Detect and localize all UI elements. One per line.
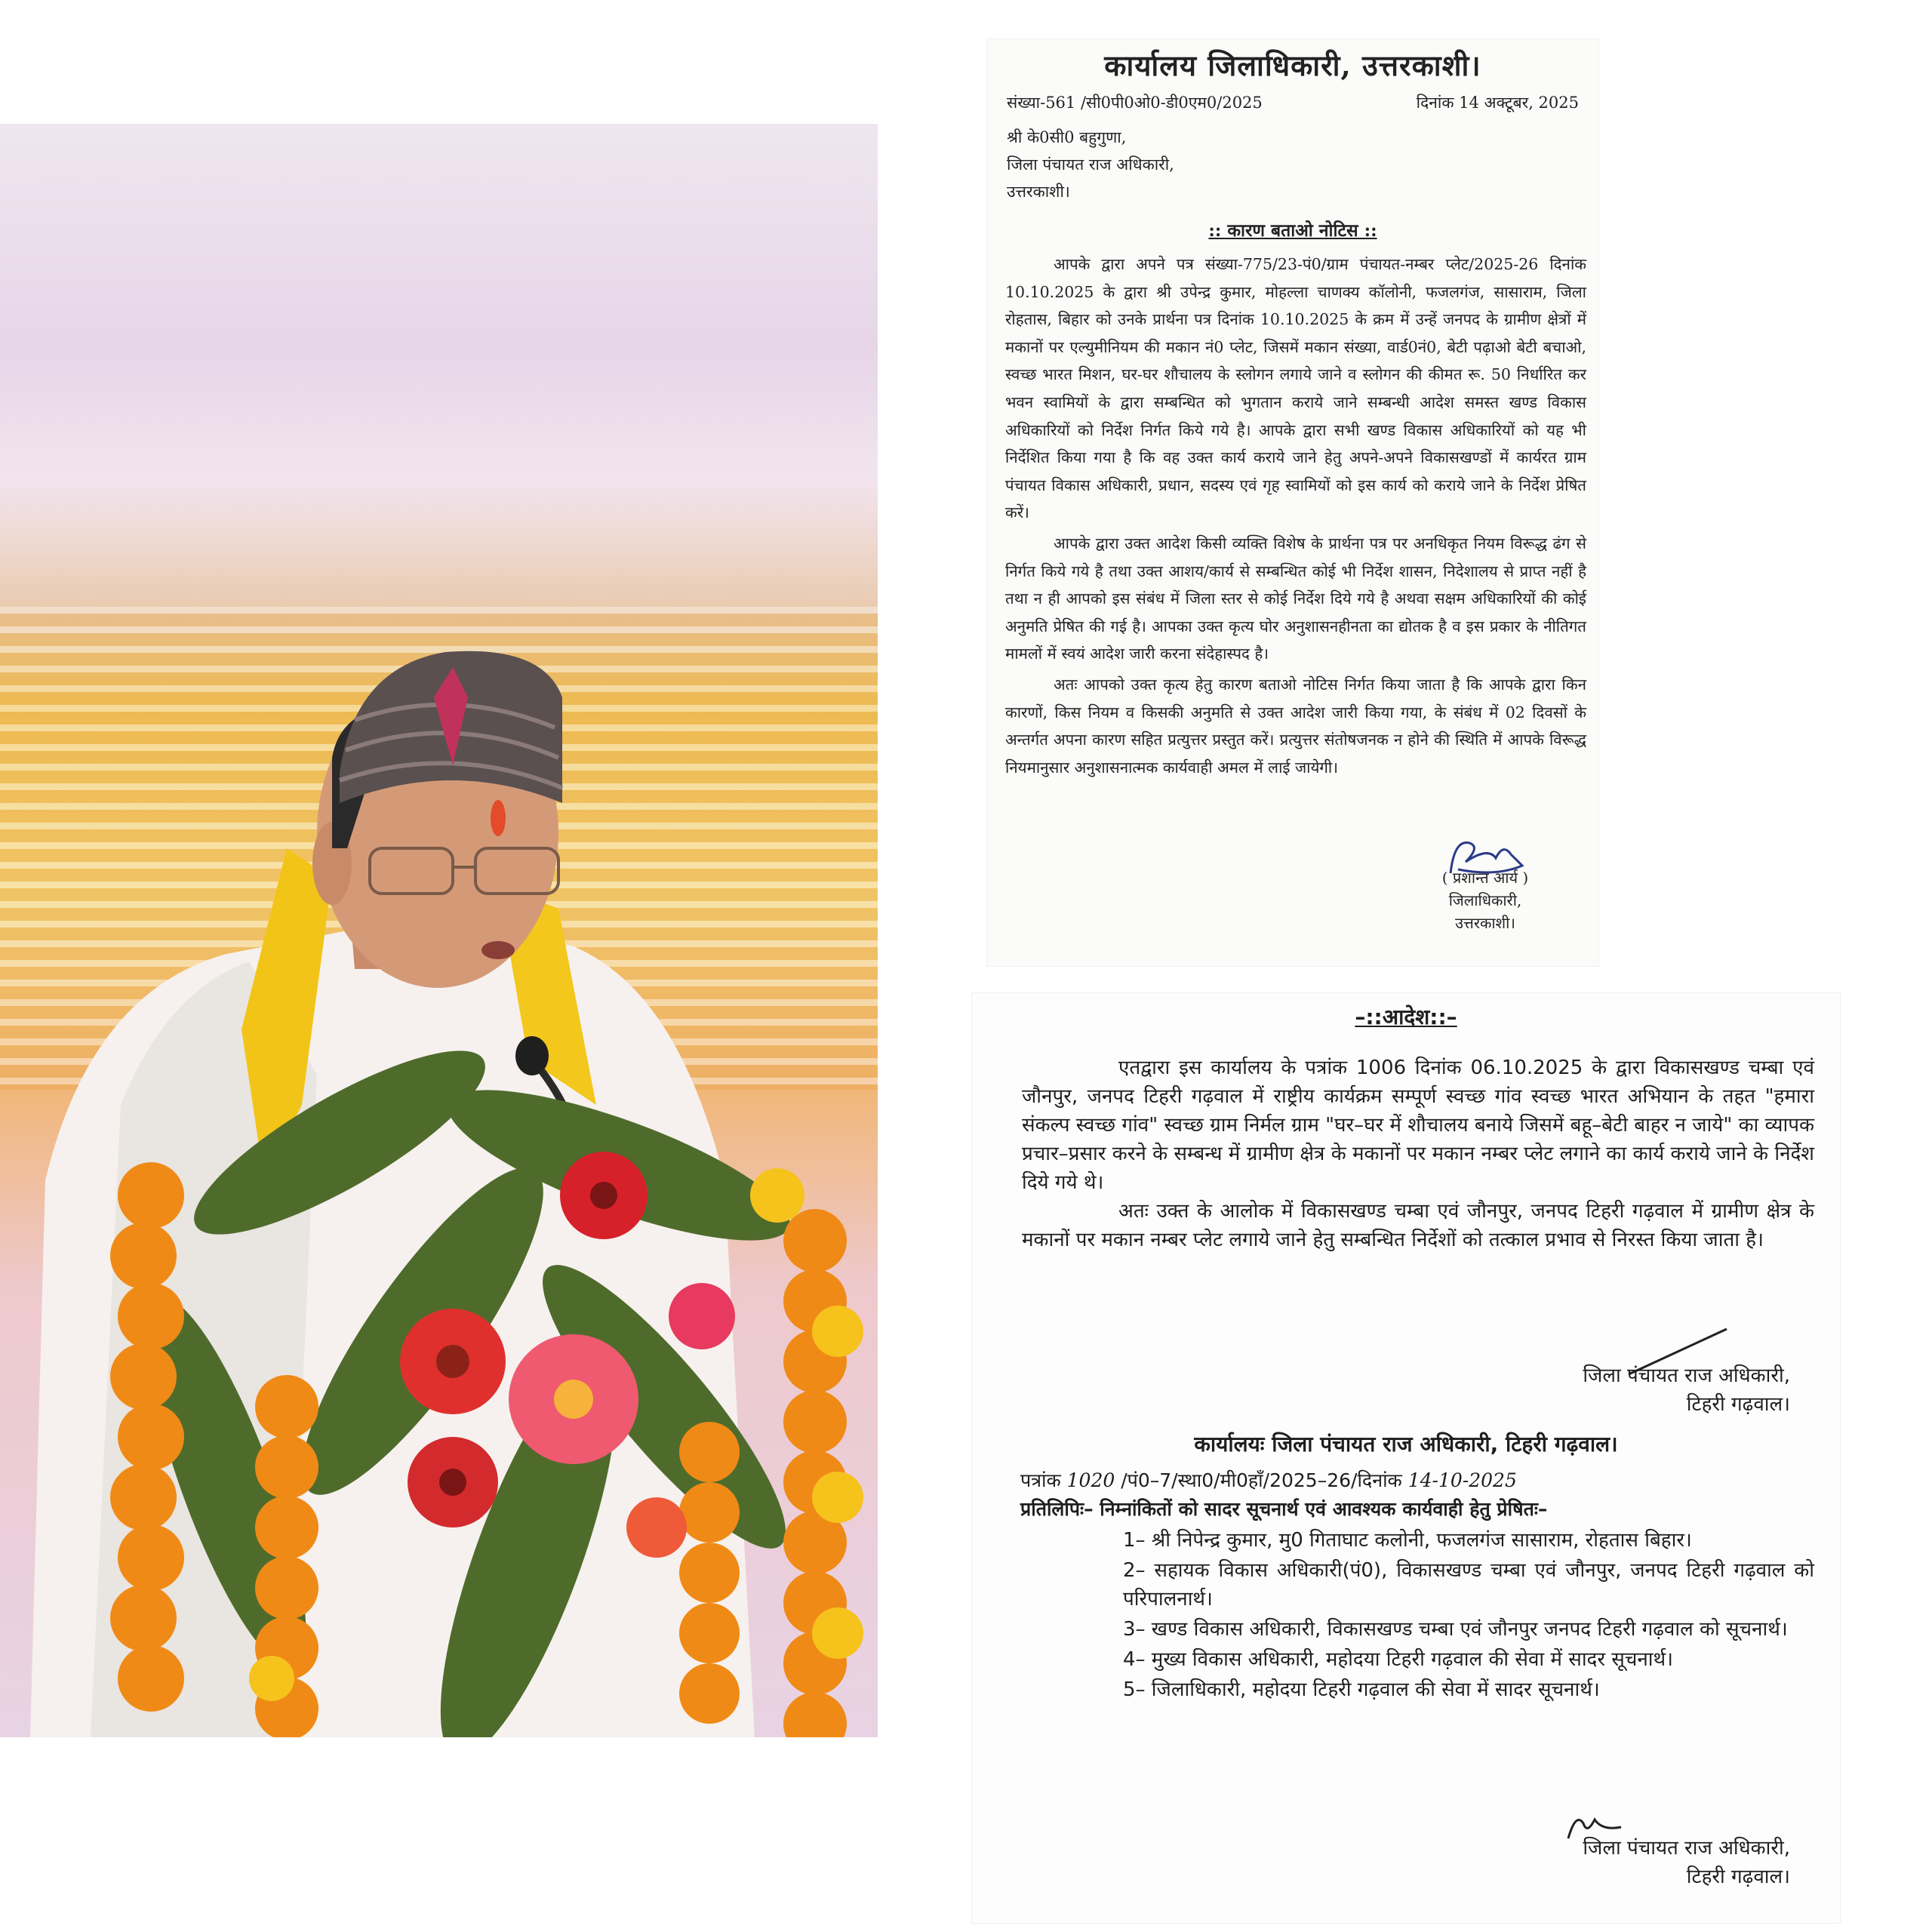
patrank-date: 14-10-2025 <box>1407 1469 1517 1491</box>
show-cause-notice-letter <box>987 39 1598 966</box>
list-item: 4– मुख्य विकास अधिकारी, महोदया टिहरी गढ़वाल की सेवा में सादर सूचनार्थ। <box>1123 1648 1673 1671</box>
paragraph: आपके द्वारा उक्त आदेश किसी व्यक्ति विशेष के प्रार्थना पत्र पर अनधिकृत नियम विरूद्ध ढंग से निर्गत किये गये है तथा उक्त आशय/कार्य से सम्बन्धित कोई भी निर्देश शासन, निदेशालय से प्राप्त नहीं है तथा न ही आपको इस संबंध में जिला स्तर से कोई निर्देश दिये गये है अथवा सक्षम अधिकारियों की कोई अनुमति प्रेषित की गई है। आपका उक्त कृत्य घोर अनुशासनहीनता का द्योतक है व इस प्रकार के नीतिगत मामलों में स्वयं आदेश जारी करना संदेहास्पद है। <box>1005 534 1586 663</box>
subject-line <box>987 217 1598 242</box>
flower-decoration <box>0 124 878 1737</box>
signature-block <box>1583 1834 1790 1891</box>
patrank-rest: /पं0–7/स्था0/मी0हॉं/2025–26/दिनांक <box>1121 1469 1402 1491</box>
signatory-title: जिला पंचायत राज अधिकारी, <box>1583 1837 1790 1860</box>
paragraph: एतद्वारा इस कार्यालय के पत्रांक 1006 दिनांक 06.10.2025 के द्वारा विकासखण्ड चम्बा एवं जौनपुर, जनपद टिहरी गढ़वाल में राष्ट्रीय कार्यक्रम सम्पूर्ण स्वच्छ गांव स्वच्छ भारत अभियान के तहत "हमारा संकल्प स्वच्छ गांव" स्वच्छ ग्राम निर्मल ग्राम "घर–घर में शौचालय बनाये जिसमें बहू–बेटी बाहर न जाये" का व्यापक प्रचार–प्रसार करने के सम्बन्ध में ग्रामीण क्षेत्र के मकानों पर मकान नम्बर प्लेट लगाने का कार्य कराये जाने के निर्देश दिये गये थे। <box>1022 1057 1814 1194</box>
copy-list <box>1123 1526 1814 1706</box>
letter-header: कार्यालय जिलाधिकारी, उत्तरकाशी। <box>1104 48 1481 82</box>
paragraph: अतः आपको उक्त कृत्य हेतु कारण बताओ नोटिस निर्गत किया जाता है कि आपके द्वारा किन कारणों, किस नियम व किसकी अनुमति से उक्त आदेश जारी किया गया, के संबंध में 02 दिवसों के अन्तर्गत अपना कारण सहित प्रत्युत्तर प्रस्तुत करें। प्रत्युत्तर संतोषजनक न होने की स्थिति में आपके विरूद्ध नियमानुसार अनुशासनात्मक कार्यवाही अमल में लाई जायेगी। <box>1005 675 1586 777</box>
signatory-place: टिहरी गढ़वाल। <box>1686 1393 1790 1416</box>
letter-date: दिनांक 14 अक्टूबर, 2025 <box>1416 94 1579 112</box>
signatory-place: उत्तरकाशी। <box>1455 914 1515 932</box>
signature-block <box>1583 1361 1790 1419</box>
paragraph: आपके द्वारा अपने पत्र संख्या-775/23-पं0/ग्राम पंचायत-नम्बर प्लेट/2025-26 दिनांक 10.10.2025 के द्वारा श्री उपेन्द्र कुमार, मोहल्ला चाणक्य कॉलोनी, फजलगंज, सासाराम, जिला रोहतास, बिहार को उनके प्रार्थना पत्र दिनांक 10.10.2025 के क्रम में उन्हें जनपद के ग्रामीण क्षेत्रों में मकानों पर एल्युमीनियम की मकान नं0 प्लेट, जिसमें मकान संख्या, वार्ड0नं0, बेटी पढ़ाओ बेटी बचाओ, स्वच्छ भारत मिशन, घर-घर शौचालय के स्लोगन लगाये जाने व स्लोगन की कीमत रू. 50 निर्धारित कर भवन स्वामियों के द्वारा सम्बन्धित को भुगतान कराये जाने सम्बन्धी आदेश समस्त खण्ड विकास अधिकारियों को निर्देश निर्गत किये गये है। आपके द्वारा सभी खण्ड विकास अधिकारियों को यह भी निर्देशित किया गया है कि वह उक्त कार्य कराये जाने हेतु अपने-अपने विकासखण्डों में कार्यरत ग्राम पंचायत विकास अधिकारी, प्रधान, सदस्य एवं गृह स्वामियों को इस कार्य को कराये जाने के निर्देश प्रेषित करें। <box>1005 255 1586 522</box>
list-item: 2– सहायक विकास अधिकारी(पं0), विकासखण्ड चम्बा एवं जौनपुर, जनपद टिहरी गढ़वाल को परिपालनार्थ। <box>1123 1559 1814 1611</box>
signatory-title: जिला पंचायत राज अधिकारी, <box>1583 1364 1790 1387</box>
order-header <box>972 1002 1840 1031</box>
subject-text: :: कारण बताओ नोटिस :: <box>1208 220 1377 241</box>
patrank-label: पत्रांक <box>1020 1469 1061 1491</box>
copy-to-line: प्रतिलिपिः– निम्नांकितों को सादर सूचनार्थ एवं आवश्यक कार्यवाही हेतु प्रेषितः– <box>1020 1498 1548 1520</box>
signatory-place: टिहरी गढ़वाल। <box>1686 1866 1790 1888</box>
patrank-number: 1020 <box>1066 1469 1115 1491</box>
paragraph: अतः उक्त के आलोक में विकासखण्ड चम्बा एवं जौनपुर, जनपद टिहरी गढ़वाल में ग्रामीण क्षेत्र के मकानों पर मकान नम्बर प्लेट लगाये जाने हेतु सम्बन्धित निर्देशों को तत्काल प्रभाव से निरस्त किया जाता है। <box>1022 1200 1814 1251</box>
office-title: कार्यालयः जिला पंचायत राज अधिकारी, टिहरी गढ़वाल। <box>1194 1432 1618 1457</box>
addressee <box>1007 124 1174 205</box>
list-item: 1– श्री निपेन्द्र कुमार, मु0 गिताघाट कलोनी, फजलगंज सासाराम, रोहतास बिहार। <box>1123 1529 1692 1552</box>
dispatch-number-line <box>1020 1467 1517 1493</box>
signatory-title: जिलाधिकारी, <box>1448 891 1522 909</box>
speaker-photo <box>0 124 878 1737</box>
list-item: 3– खण्ड विकास अधिकारी, विकासखण्ड चम्बा एवं जौनपुर जनपद टिहरी गढ़वाल को सूचनार्थ। <box>1123 1618 1788 1641</box>
reference-number: संख्या-561 /सी0पी0ओ0-डी0एम0/2025 <box>1007 94 1263 112</box>
handwritten-signature <box>1435 832 1534 884</box>
order-header-text: –::आदेश::– <box>1355 1004 1457 1029</box>
address-line: जिला पंचायत राज अधिकारी, <box>1007 155 1174 174</box>
signature-block <box>1410 866 1561 934</box>
signatory-name: ( प्रशान्त आर्य ) <box>1441 869 1529 887</box>
order-letter <box>972 993 1840 1923</box>
letter-body <box>1005 251 1586 784</box>
list-item: 5– जिलाधिकारी, महोदया टिहरी गढ़वाल की सेवा में सादर सूचनार्थ। <box>1123 1678 1600 1701</box>
address-line: श्री के0सी0 बहुगुणा, <box>1007 128 1127 146</box>
address-line: उत्तरकाशी। <box>1007 183 1070 201</box>
order-body <box>1022 1054 1814 1254</box>
